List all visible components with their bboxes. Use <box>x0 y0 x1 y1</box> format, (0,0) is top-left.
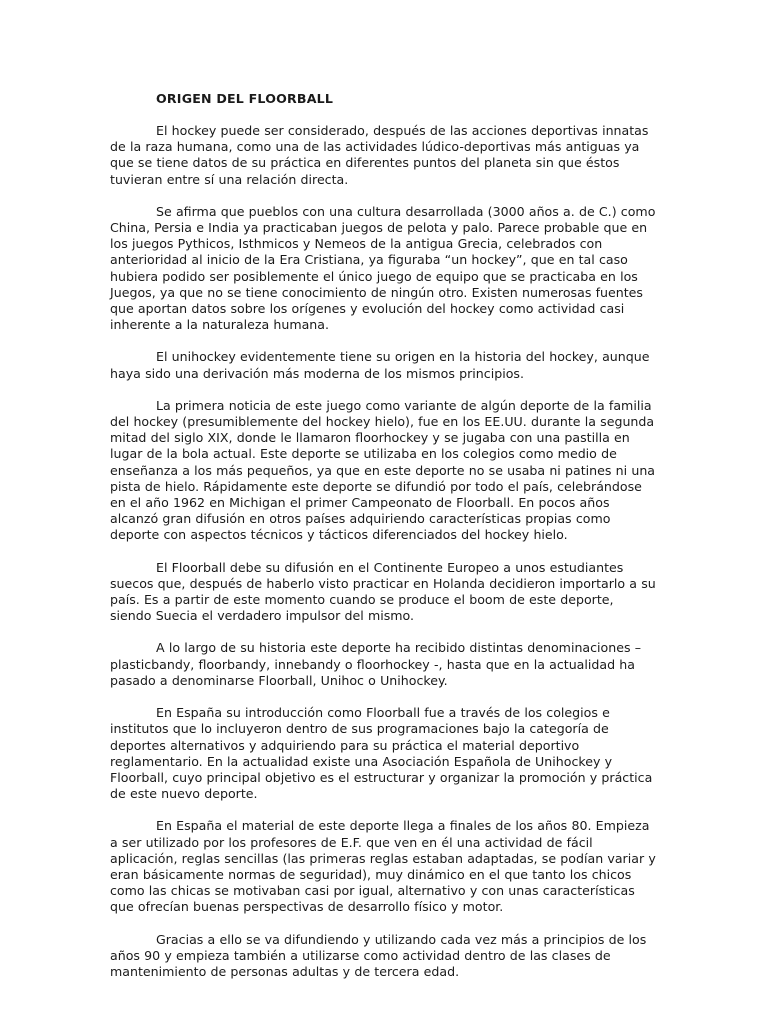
document-title: ORIGEN DEL FLOORBALL <box>156 91 334 106</box>
paragraph-5: El Floorball debe su difusión en el Continente Europeo a unos estudiantes suecos que, después de haberlo visto practicar en Holanda decidieron importarlo a su país. Es a partir de este momento cuando se produce el boom de este deporte, siendo Suecia el verdadero impulsor del mismo. <box>110 559 656 624</box>
paragraph-2: Se afirma que pueblos con una cultura desarrollada (3000 años a. de C.) como China, Persia e India ya practicaban juegos de pelota y palo. Parece probable que en los juegos Pythicos, Isthmicos y Nemeos de la antigua Grecia, celebrados con anterioridad al inicio de la Era Cristiana, ya figuraba “un hockey”, que en tal caso hubiera podido ser posiblemente el único juego de equipo que se practicaba en los Juegos, ya que no se tiene conocimiento de ningún otro. Existen numerosas fuentes que aportan datos sobre los orígenes y evolución del hockey como actividad casi inherente a la naturaleza humana. <box>110 203 656 333</box>
document-page <box>110 91 658 996</box>
paragraph-1: El hockey puede ser considerado, después de las acciones deportivas innatas de la raza humana, como una de las actividades lúdico-deportivas más antiguas ya que se tiene datos de su práctica en diferentes puntos del planeta sin que éstos tuvieran entre sí una relación directa. <box>110 123 649 187</box>
paragraph-4: La primera noticia de este juego como variante de algún deporte de la familia del hockey (presumiblemente del hockey hielo), fue en los EE.UU. durante la segunda mitad del siglo XIX, donde le llamaron floorhockey y se jugaba con una pastilla en lugar de la bola actual. Este deporte se utilizaba en los colegios como medio de enseñanza a los más pequeños, ya que en este deporte no se usaba ni patines ni una pista de hielo. Rápidamente este deporte se difundió por todo el país, celebrándose en el año 1962 en Michigan el primer Campeonato de Floorball. En pocos años alcanzó gran difusión en otros países adquiriendo características propias como deporte con aspectos técnicos y tácticos diferenciados del hockey hielo. <box>110 397 656 543</box>
paragraph-3: El unihockey evidentemente tiene su origen en la historia del hockey, aunque haya sido una derivación más moderna de los mismos principios. <box>110 349 650 381</box>
paragraph-7: En España su introducción como Floorball fue a través de los colegios e institutos que lo incluyeron dentro de sus programaciones bajo la categoría de deportes alternativos y adquiriendo para su práctica el material deportivo reglamentario. En la actualidad existe una Asociación Española de Unihockey y Floorball, cuyo principal objetivo es el estructurar y organizar la promoción y práctica de este nuevo deporte. <box>110 705 653 802</box>
paragraph-8: En España el material de este deporte llega a finales de los años 80. Empieza a ser utilizado por los profesores de E.F. que ven en él una actividad de fácil aplicación, reglas sencillas (las primeras reglas estaban adaptadas, se podían variar y eran básicamente normas de seguridad), muy dinámico en el que tanto los chicos como las chicas se motivaban casi por igual, alternativo y con unas características que ofrecían buenas perspectivas de desarrollo físico y motor. <box>110 818 656 915</box>
paragraph-9: Gracias a ello se va difundiendo y utilizando cada vez más a principios de los años 90 y empieza también a utilizarse como actividad dentro de las clases de mantenimiento de personas adultas y de tercera edad. <box>110 931 647 979</box>
paragraph-6: A lo largo de su historia este deporte ha recibido distintas denominaciones – plasticbandy, floorbandy, innebandy o floorhockey -, hasta que en la actualidad ha pasado a denominarse Floorball, Unihoc o Unihockey. <box>110 640 642 688</box>
